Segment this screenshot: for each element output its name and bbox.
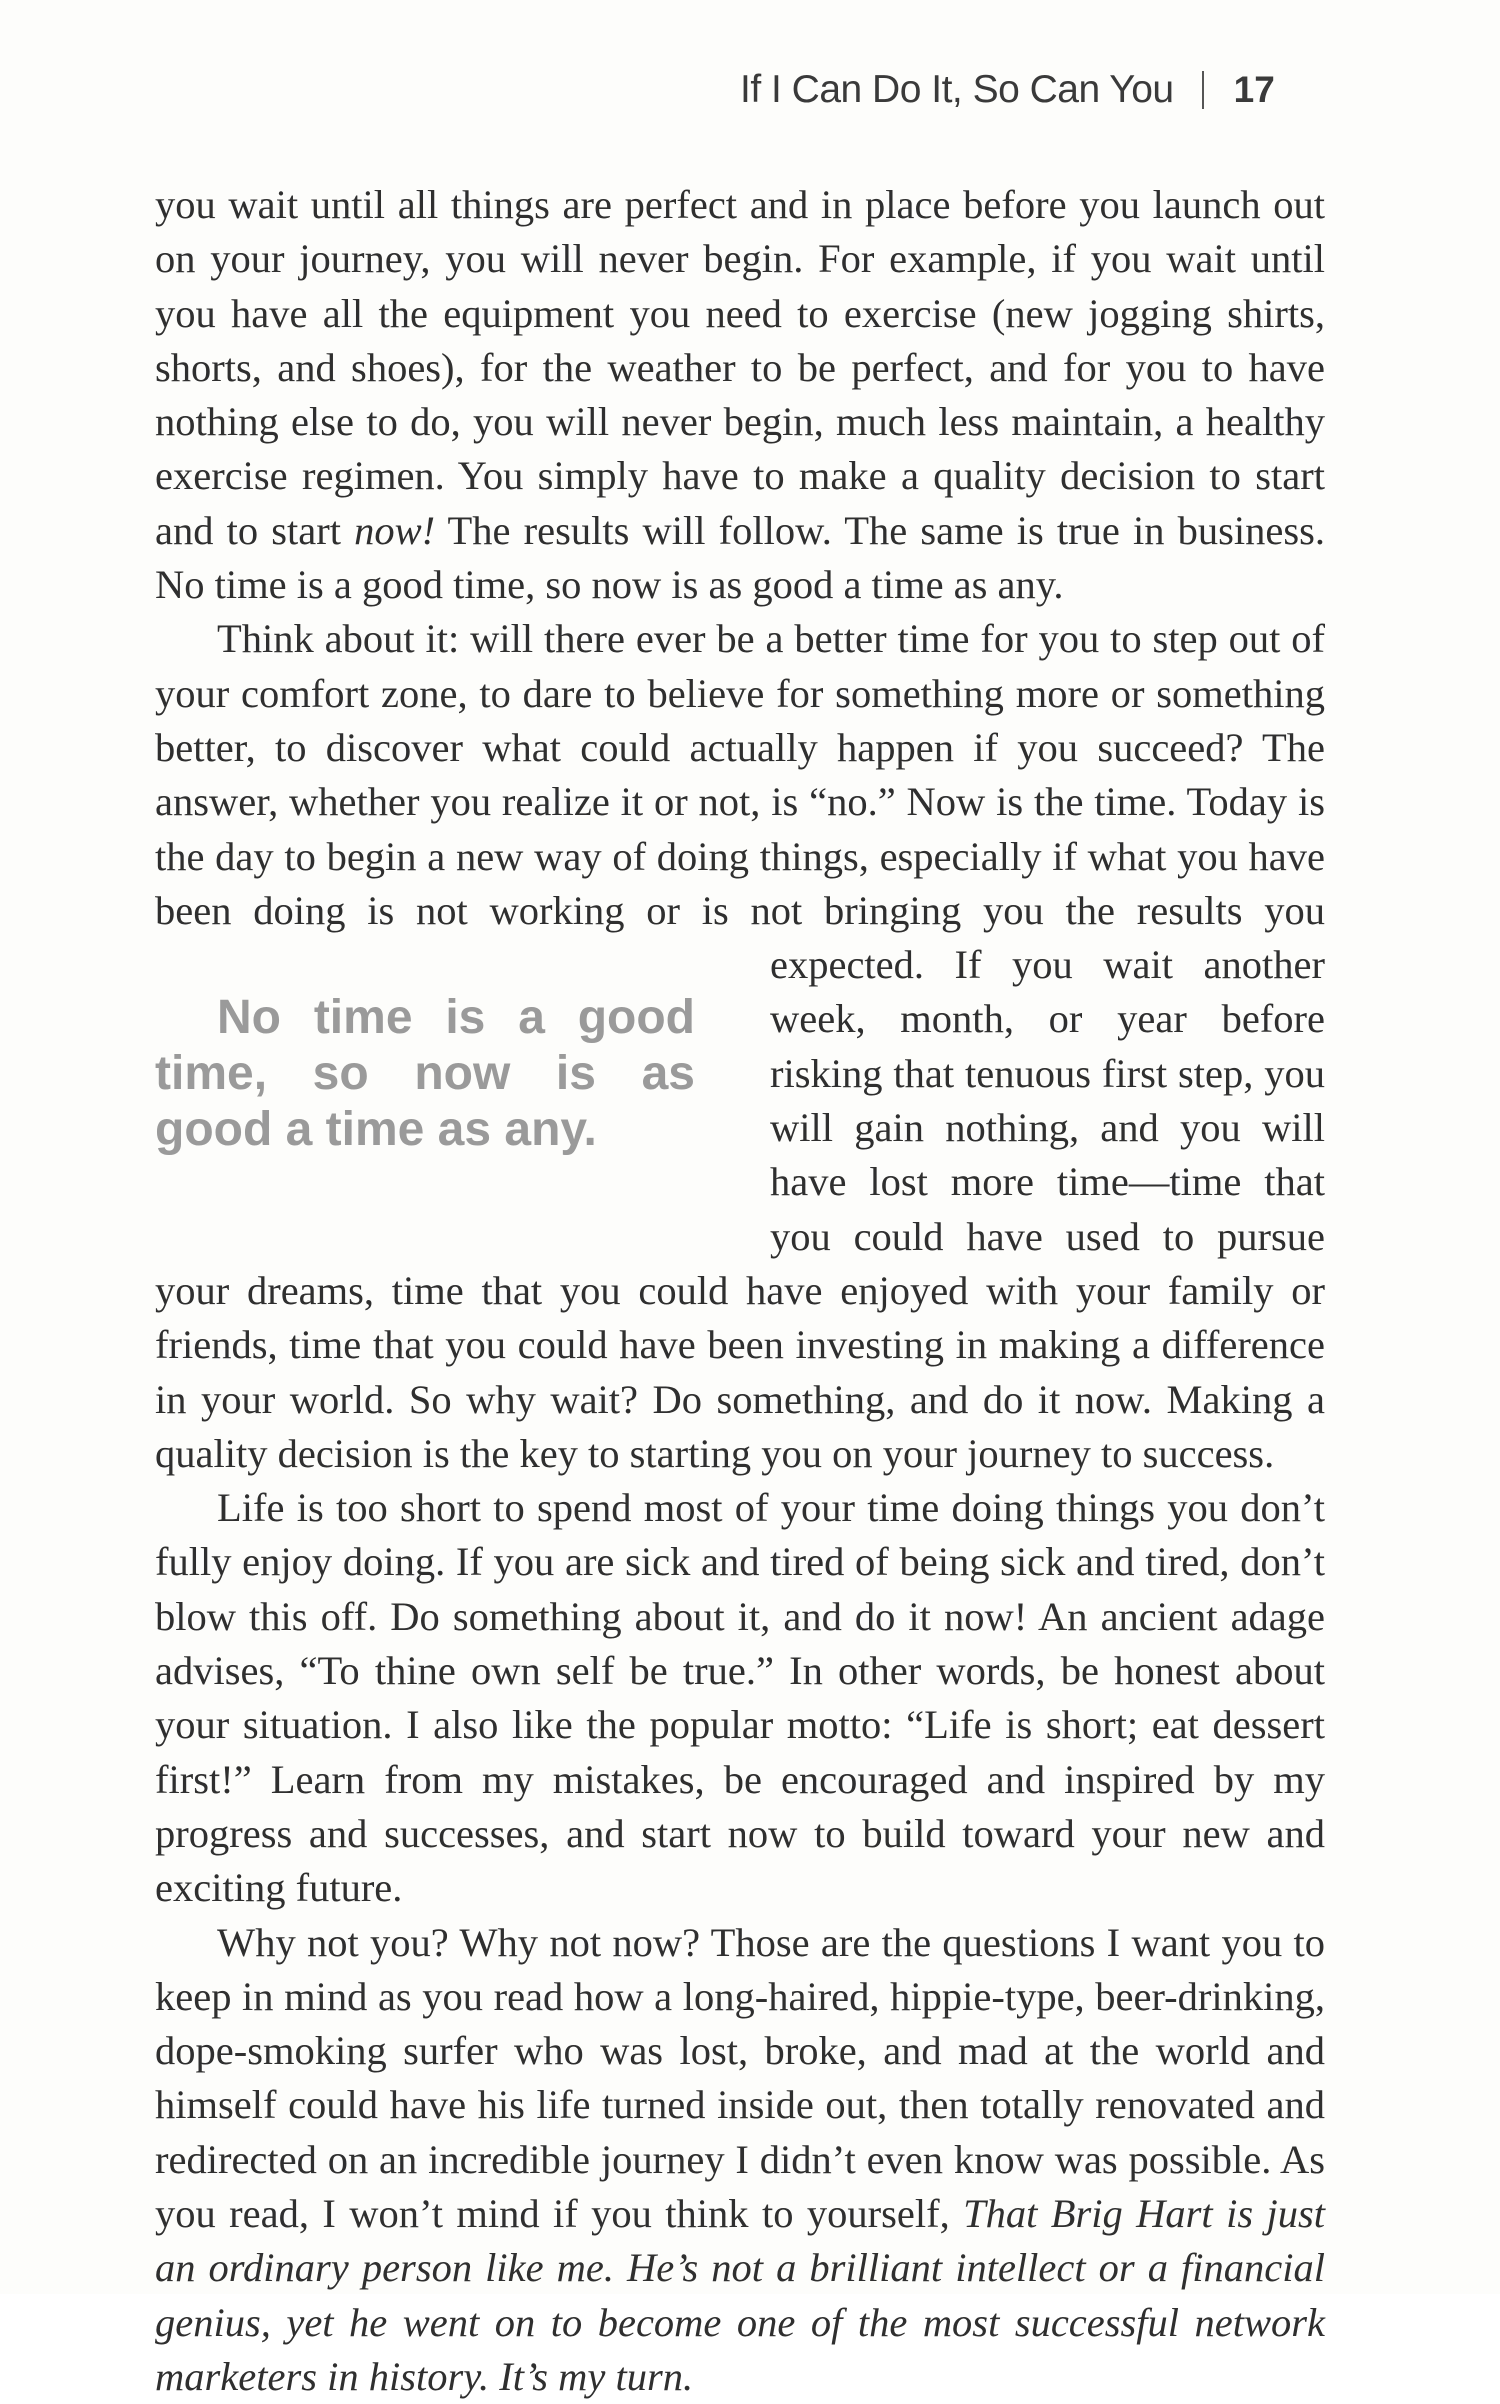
paragraph-2-text-lead: Think about it: will there ever be a better time for you to step out of your comfort zone, to dare to believe for something more or something better, to discover what could actually happen if you succeed? The answer, whether you realize it or not, is “no.” Now is the time. Today is the day to begin a new way of doing things, especially if what you have been doing is not working or is not bringing you the results you expected. If you wait — [155, 616, 1325, 987]
body-text — [155, 178, 1325, 2404]
paragraph-2 — [155, 612, 1325, 1481]
paragraph-1-emphasis: now! — [354, 508, 435, 553]
paragraph-4 — [155, 1916, 1325, 2404]
running-title: If I Can Do It, So Can You — [740, 68, 1174, 112]
paragraph-3 — [155, 1481, 1325, 1915]
paragraph-1-text: you wait until all things are perfect and in place before you launch out on your journey, you will never begin. For example, if you wait until you have all the equipment you need to exercise (new jogging shirts, shorts, and shoes), for the weather to be perfect, and for you to have nothing else to do, you will never begin, much less maintain, a healthy exercise regimen. You simply have to make a quality decision to start and to start — [155, 182, 1325, 553]
page-number: 17 — [1234, 69, 1275, 111]
paragraph-2-text-rest: another week, month, or year before risking that tenuous first step, you will gain nothing, and you will have lost more time—time that you could have used to pursue your dreams, time that you could have enjoyed with your family or friends, time that you could have been investing in making a difference in your world. So why wait? Do something, and do it now. Making a quality decision is the key to starting you on your journey to success. — [155, 942, 1325, 1476]
pull-quote — [155, 938, 715, 1210]
header-separator — [1202, 71, 1204, 109]
paragraph-4-text: Why not you? Why not now? Those are the questions I want you to keep in mind as you read how a long-haired, hippie-type, beer-drinking, dope-smoking surfer who was lost, broke, and mad at the world and himself could have his life turned inside out, then totally renovated and redirected on an incredible journey I didn’t even know was possible. As you read, I won’t mind if you think to yourself, — [155, 1920, 1325, 2236]
paragraph-4-emphasis: That Brig Hart is just an ordinary person like me. He’s not a brilliant intellect or a financial genius, yet he went on to become one of the most successful network marketers in history. It’s my turn. — [155, 2191, 1325, 2399]
pull-quote-text: No time is a good time, so now is as good a time as any. — [155, 990, 695, 1158]
paragraph-2-text — [155, 616, 1325, 1475]
paragraph-3-text: Life is too short to spend most of your time doing things you don’t fully enjoy doing. If you are sick and tired of being sick and tired, don’t blow this off. Do something about it, and do it now! An ancient adage advises, “To thine own self be true.” In other words, be honest about your situation. I also like the popular motto: “Life is short; eat dessert first!” Learn from my mistakes, be encouraged and inspired by my progress and successes, and start now to build toward your new and exciting future. — [155, 1485, 1325, 1910]
paragraph-1-text-end: The results will follow. The same is true in business. No time is a good time, so now is as good a time as any. — [155, 508, 1325, 607]
paragraph-1 — [155, 178, 1325, 612]
running-header — [740, 60, 1280, 120]
